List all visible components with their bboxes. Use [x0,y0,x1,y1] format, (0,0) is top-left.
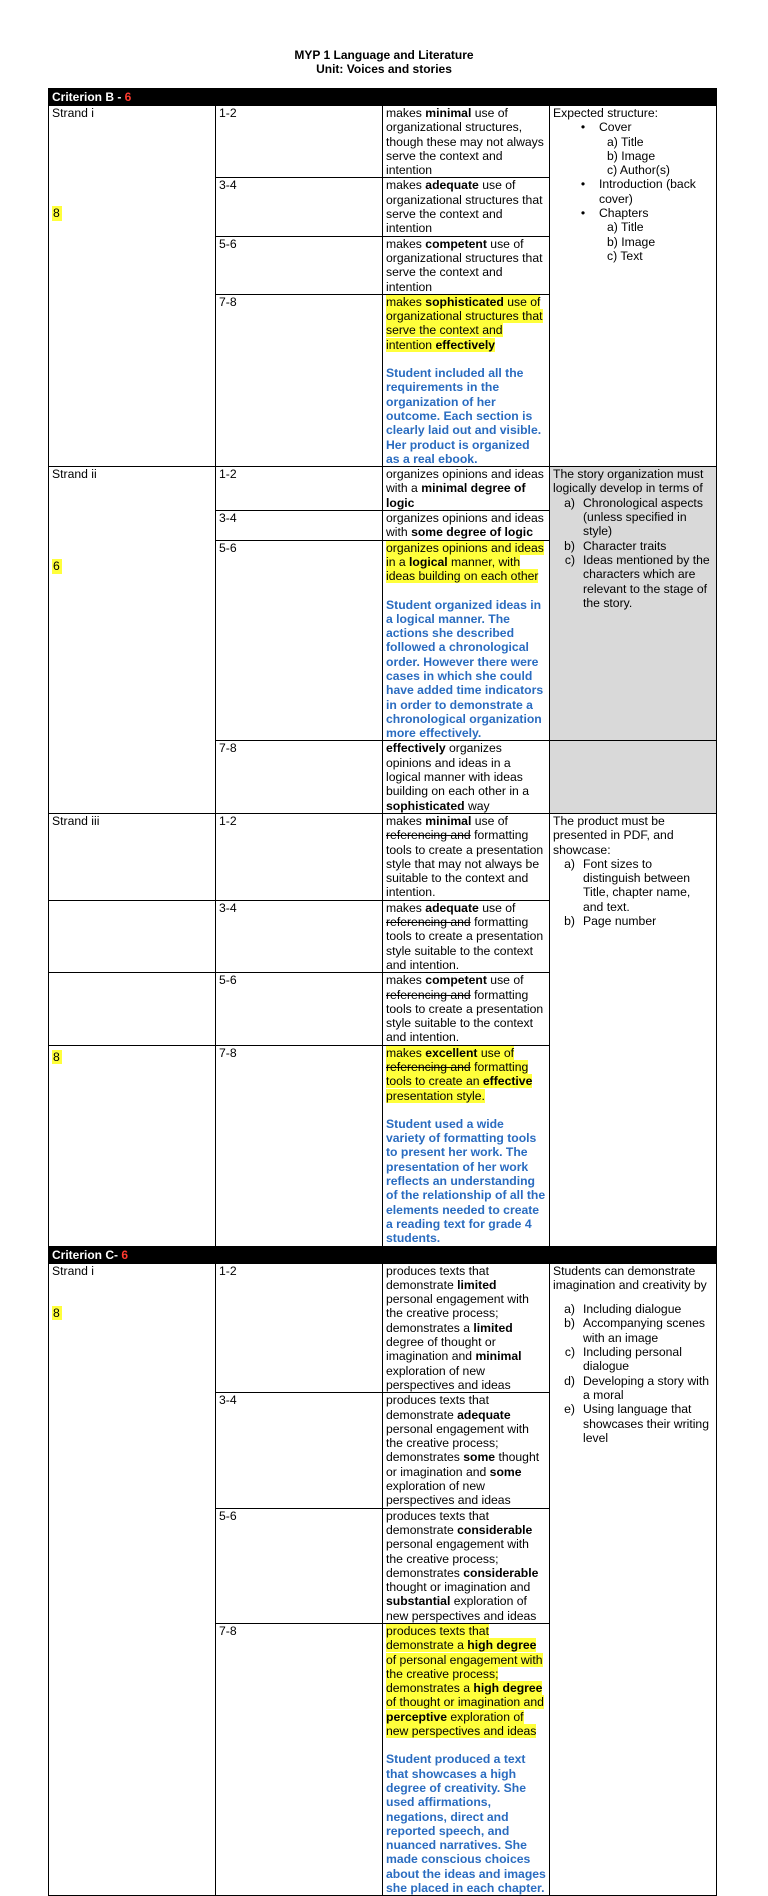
band-label: 3-4 [216,900,383,972]
band-label: 5-6 [216,236,383,294]
band-label: 1-2 [216,106,383,178]
band-label: 7-8 [216,294,383,466]
descriptor: produces texts that demonstrate adequate personal engagement with the creative process; demonstrates some thought or imagination and some exploration of new perspectives and ideas [383,1393,550,1508]
note-heading: Expected structure: [553,106,658,120]
strand-label: Strand i [52,106,95,120]
band-label: 1-2 [216,813,383,900]
note-item: Cover [599,120,632,135]
criterion-b-header [49,89,717,106]
note-subitem: a) Title [607,220,644,235]
note-item: Font sizes to distinguish between Title, chapter name, and text. [583,856,691,914]
criterion-c-label: Criterion C- [52,1247,122,1262]
descriptor: produces texts that demonstrate limited personal engagement with the creative process; demonstrates a limited degree of thought or imagination and minimal exploration of new perspectives and ideas [383,1263,550,1393]
strand-note [550,1263,717,1896]
band-label: 7-8 [216,1623,383,1895]
band-label: 7-8 [216,741,383,813]
note-item: Character traits [583,538,667,553]
note-heading: The product must be presented in PDF, and showcase: [553,813,674,857]
descriptor: makes competent use of referencing and formatting tools to create a presentation style suitable to the context and intention. [383,973,550,1045]
band-label: 1-2 [216,467,383,511]
note-subitem: c) Text [607,248,643,263]
note-marker: b) [564,1316,575,1331]
teacher-feedback: Student produced a text that showcases a high degree of creativity. She used affirmations, negations, direct and reported speech, and nuanced narratives. She made conscious choices about the ideas and images she placed in each chapter. [386,1752,546,1896]
note-marker: b) [564,914,575,929]
descriptor: makes sophisticated use of organizational structures that serve the context and intention effectively Student included all the requirements in the organization of her outcome. Each section is clearly laid out and visible. Her product is organized as a real ebook. [383,294,550,466]
note-marker: c) [564,1345,575,1360]
note-marker: a) [564,1302,575,1317]
descriptor: produces texts that demonstrate considerable personal engagement with the creative process; demonstrates considerable thought or imagination and substantial exploration of new perspectives and ideas [383,1508,550,1623]
note-marker: d) [564,1373,575,1388]
note-heading: Students can demonstrate imagination and creativity by [553,1263,707,1292]
note-item: Ideas mentioned by the characters which are relevant to the stage of the story. [583,552,710,610]
note-marker: a) [564,495,575,510]
note-marker: e) [564,1402,575,1417]
note-marker: b) [564,538,575,553]
note-subitem: b) Image [607,234,656,249]
note-heading: The story organization must logically develop in terms of [553,467,704,496]
strand-i-cell [49,106,216,467]
note-marker: c) [564,552,575,567]
strand-label: Strand i [52,1263,95,1278]
note-item: Including personal dialogue [583,1345,682,1374]
note-item: Accompanying scenes with an image [583,1316,705,1345]
strand-iii-cell [49,813,216,900]
criterion-c-header [49,1246,717,1263]
descriptor: effectively organizes opinions and ideas in a logical manner with ideas building on each other in a sophisticated way [383,741,550,813]
descriptor: makes excellent use of referencing and formatting tools to create an effective presentation style. Student used a wide variety of formatting tools to present her work. The presentation of her work reflects an understanding of the relationship of all the elements needed to create a reading text for grade 4 students. [383,1045,550,1246]
criterion-b-label: Criterion B - [52,90,125,104]
criterion-c-score: 6 [121,1247,129,1262]
strand-label: Strand ii [52,467,97,482]
unit-title: Unit: Voices and stories [316,62,452,76]
descriptor: organizes opinions and ideas with some degree of logic [383,511,550,541]
descriptor: organizes opinions and ideas in a logical manner, with ideas building on each other Student organized ideas in a logical manner. The actions she described followed a chronological order. However there were cases in which she could have added time indicators in order to demonstrate a chronological organization more effectively. [383,540,550,741]
descriptor: organizes opinions and ideas with a minimal degree of logic [383,467,550,511]
strand-label: Strand iii [52,813,100,828]
note-item: Chapters [599,206,649,221]
descriptor: produces texts that demonstrate a high degree of personal engagement with the creative process; demonstrates a high degree of thought or imagination and perceptive exploration of new perspectives and ideas Student produced a text that showcases a high degree of creativity. She used affirmations, negations, direct and reported speech, and nuanced narratives. She made conscious choices about the ideas and images she placed in each chapter. [383,1623,550,1895]
band-label: 5-6 [216,540,383,741]
descriptor: makes adequate use of organizational structures that serve the context and intention [383,178,550,236]
strand-note: Expected structure: • Cover a) Title b) Image c) Author(s) • Introduction (back cover) • Chapters a) Title b) Image c) Text [550,106,717,467]
note-item: Introduction (back cover) [599,177,696,206]
table-row [49,106,717,178]
descriptor: makes adequate use of referencing and formatting tools to create a presentation style suitable to the context and intention. [383,900,550,972]
note-subitem: a) Title [607,134,644,149]
band-label: 7-8 [216,1045,383,1246]
band-label: 5-6 [216,1508,383,1623]
table-row [49,1263,717,1393]
table-row [49,813,717,900]
note-item: Developing a story with a moral [583,1373,709,1402]
strand-ii-cell [49,467,216,814]
table-row [49,467,717,511]
band-label: 3-4 [216,178,383,236]
rubric-table [48,88,717,1896]
note-item: Including dialogue [583,1302,682,1317]
criterion-b-score: 6 [124,90,132,104]
band-label: 1-2 [216,1263,383,1393]
note-subitem: b) Image [607,148,656,163]
strand-c-i-cell [49,1263,216,1896]
note-marker: a) [564,856,575,871]
descriptor: makes minimal use of organizational structures, though these may not always serve the context and intention [383,106,550,178]
note-subitem: c) Author(s) [607,163,670,178]
teacher-feedback: Student organized ideas in a logical manner. The actions she described followed a chronological order. However there were cases in which she could have added time indicators in order to demonstrate a chronological organization more effectively. [386,597,544,741]
strand-note [550,813,717,1246]
band-label: 3-4 [216,1393,383,1508]
teacher-feedback: Student included all the requirements in the organization of her outcome. Each section is clearly laid out and visible. Her product is organized as a real ebook. [386,366,542,466]
band-label: 5-6 [216,973,383,1045]
strand-score: 8 [52,1050,62,1064]
note-item: Page number [583,914,657,929]
document-title: MYP 1 Language and Literature [294,48,474,62]
band-label: 3-4 [216,511,383,541]
strand-score: 8 [52,1306,62,1320]
descriptor: makes minimal use of referencing and formatting tools to create a presentation style that may not always be suitable to the context and intention. [383,813,550,900]
teacher-feedback: Student used a wide variety of formatting tools to present her work. The presentation of her work reflects an understanding of the relationship of all the elements needed to create a reading text for grade 4 students. [386,1116,546,1246]
note-item: Chronological aspects (unless specified in style) [583,495,703,539]
note-item: Using language that showcases their writing level [583,1402,709,1445]
strand-score: 8 [52,206,62,220]
descriptor: makes competent use of organizational structures that serve the context and intention [383,236,550,294]
strand-score: 6 [52,559,62,573]
strand-note [550,467,717,741]
